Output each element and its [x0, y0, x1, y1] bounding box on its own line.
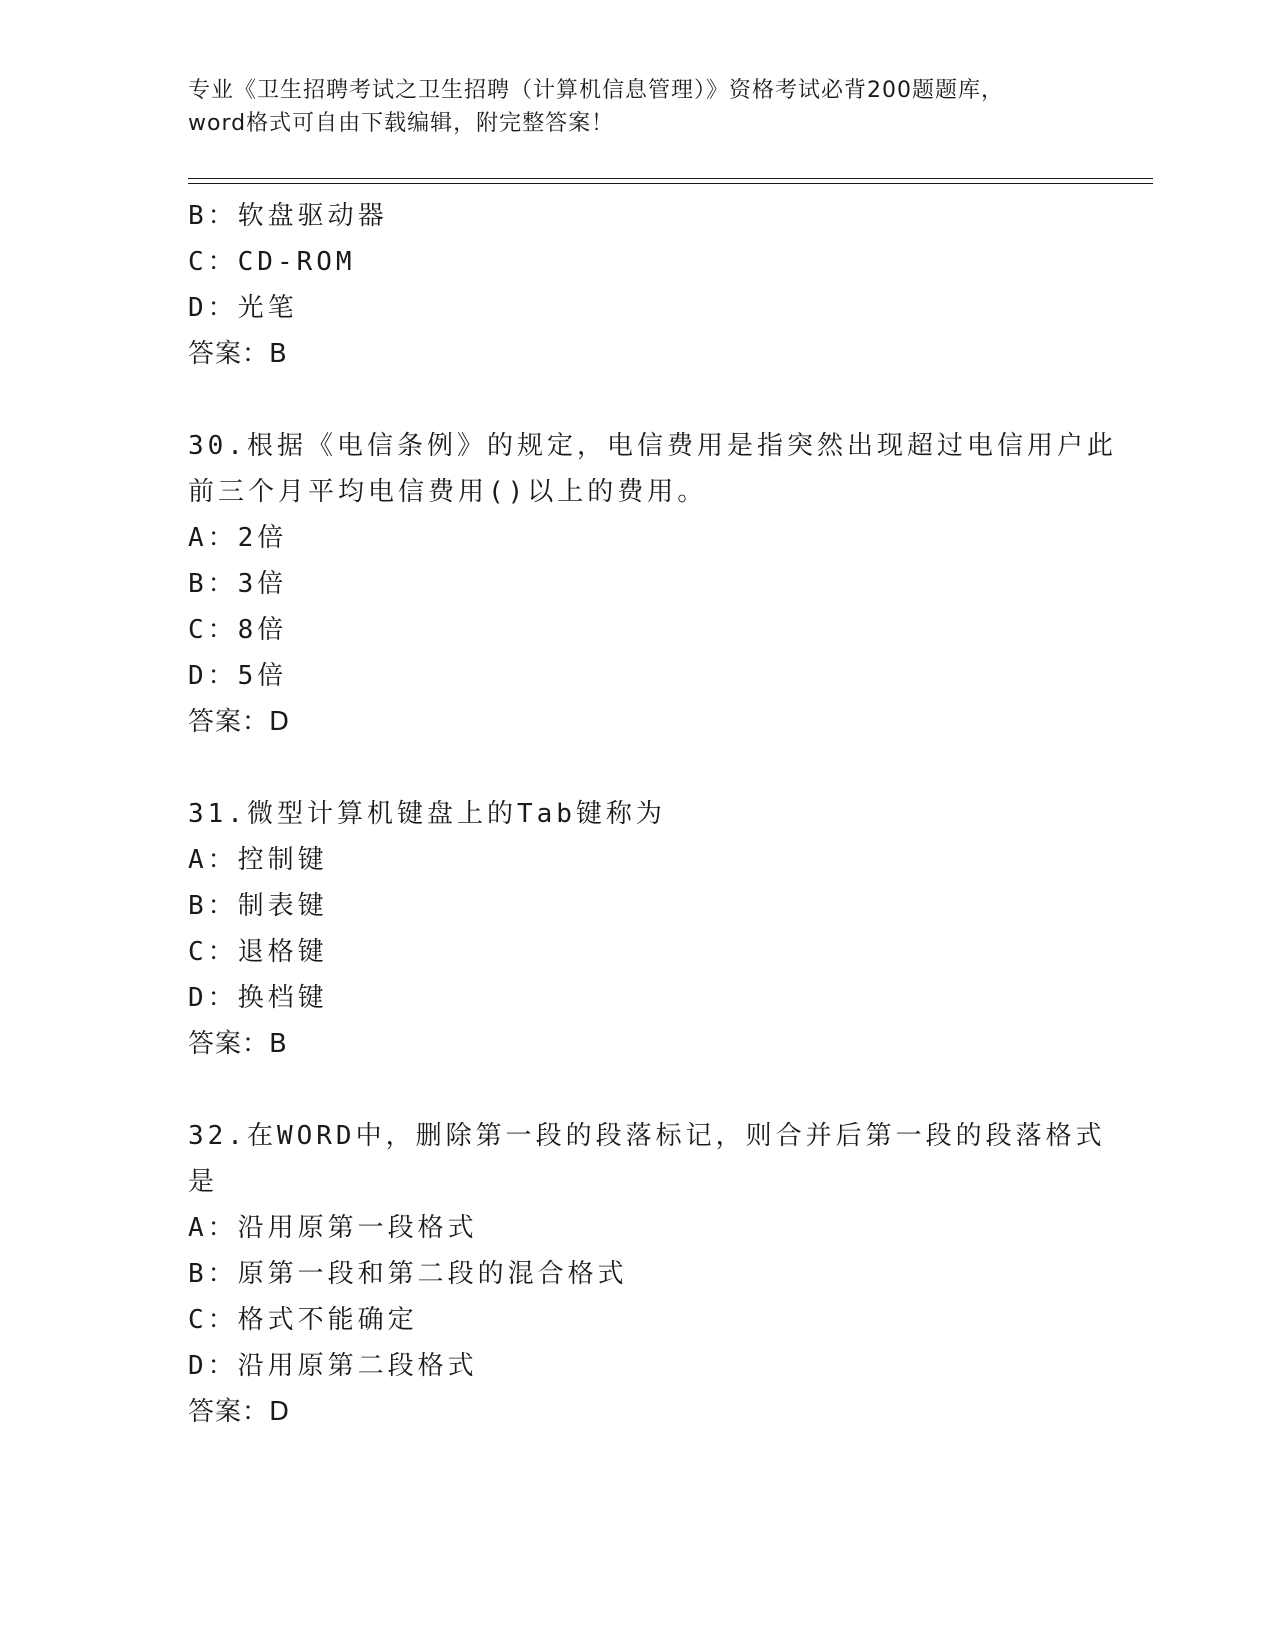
option-a: A：2倍: [188, 523, 288, 553]
question-31: [188, 791, 1088, 1067]
option-a: A：沿用原第一段格式: [188, 1213, 478, 1243]
answer-label: 答案：B: [188, 339, 288, 369]
header-divider-top: [188, 178, 1153, 179]
option-c: C：CD-ROM: [188, 247, 356, 277]
option-d: D：5倍: [188, 661, 288, 691]
question-text: 前三个月平均电信费用()以上的费用。: [188, 477, 708, 507]
question-text: 是: [188, 1167, 219, 1197]
header-divider-bottom: [188, 183, 1153, 184]
option-c: C：格式不能确定: [188, 1305, 418, 1335]
question-list: [188, 193, 1117, 1435]
option-c: C：退格键: [188, 937, 328, 967]
header-title-line-1: 专业《卫生招聘考试之卫生招聘（计算机信息管理）》资格考试必背200题题库，: [188, 78, 1004, 103]
option-b: B：软盘驱动器: [188, 201, 388, 231]
option-d: D：换档键: [188, 983, 328, 1013]
option-b: B：制表键: [188, 891, 328, 921]
answer-label: 答案：B: [188, 1029, 288, 1059]
option-b: B：3倍: [188, 569, 288, 599]
question-32: [188, 1113, 1106, 1435]
answer-label: 答案：D: [188, 707, 291, 737]
question-text: 31.微型计算机键盘上的Tab键称为: [188, 799, 666, 829]
option-b: B：原第一段和第二段的混合格式: [188, 1259, 628, 1289]
header-title-line-2: word格式可自由下载编辑，附完整答案！: [188, 111, 615, 136]
option-d: D：光笔: [188, 293, 298, 323]
answer-label: 答案：D: [188, 1397, 291, 1427]
option-d: D：沿用原第二段格式: [188, 1351, 478, 1381]
question-30: [188, 423, 1117, 745]
option-a: A：控制键: [188, 845, 328, 875]
question-29-continued: [188, 193, 1088, 377]
document-header: [188, 74, 1088, 140]
option-c: C：8倍: [188, 615, 288, 645]
question-text: 32.在WORD中，删除第一段的段落标记，则合并后第一段的段落格式: [188, 1121, 1106, 1151]
question-text: 30.根据《电信条例》的规定，电信费用是指突然出现超过电信用户此: [188, 431, 1117, 461]
